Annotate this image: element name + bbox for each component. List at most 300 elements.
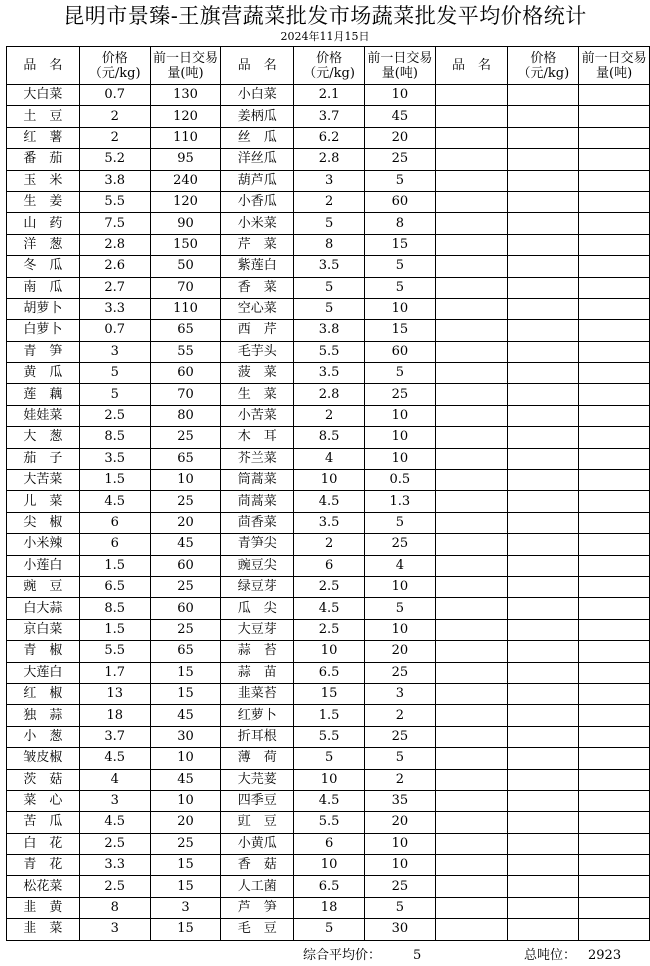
empty-cell-volume bbox=[579, 491, 650, 512]
cell-price: 3 bbox=[79, 341, 150, 362]
cell-volume: 70 bbox=[150, 277, 221, 298]
cell-price: 3 bbox=[294, 170, 365, 191]
cell-volume: 15 bbox=[365, 234, 436, 255]
cell-volume: 55 bbox=[150, 341, 221, 362]
empty-cell-price bbox=[508, 598, 579, 619]
empty-cell-price bbox=[508, 683, 579, 704]
cell-price: 6.2 bbox=[294, 127, 365, 148]
cell-name: 四季豆 bbox=[221, 790, 294, 811]
cell-name: 黄 瓜 bbox=[7, 363, 80, 384]
empty-cell-price bbox=[508, 726, 579, 747]
cell-price: 5.5 bbox=[294, 812, 365, 833]
cell-price: 5 bbox=[294, 748, 365, 769]
cell-price: 2.5 bbox=[79, 833, 150, 854]
cell-volume: 45 bbox=[365, 106, 436, 127]
cell-name: 小白菜 bbox=[221, 85, 294, 106]
table-row bbox=[7, 855, 650, 876]
cell-price: 3.5 bbox=[294, 363, 365, 384]
empty-cell-price bbox=[508, 127, 579, 148]
empty-cell-name bbox=[435, 641, 508, 662]
cell-volume: 1.3 bbox=[365, 491, 436, 512]
cell-name: 生 姜 bbox=[7, 191, 80, 212]
cell-name: 松花菜 bbox=[7, 876, 80, 897]
empty-cell-price bbox=[508, 384, 579, 405]
empty-cell-name bbox=[435, 448, 508, 469]
cell-volume: 5 bbox=[365, 277, 436, 298]
cell-name: 豌豆尖 bbox=[221, 555, 294, 576]
empty-cell-price bbox=[508, 748, 579, 769]
empty-cell-volume bbox=[579, 897, 650, 918]
empty-cell-price bbox=[508, 256, 579, 277]
empty-cell-volume bbox=[579, 555, 650, 576]
cell-price: 5 bbox=[294, 919, 365, 940]
table-row bbox=[7, 619, 650, 640]
empty-cell-price bbox=[508, 833, 579, 854]
cell-price: 2.8 bbox=[294, 384, 365, 405]
cell-volume: 10 bbox=[365, 298, 436, 319]
cell-name: 空心菜 bbox=[221, 298, 294, 319]
cell-name: 折耳根 bbox=[221, 726, 294, 747]
empty-cell-name bbox=[435, 405, 508, 426]
cell-price: 15 bbox=[294, 683, 365, 704]
cell-price: 5 bbox=[294, 213, 365, 234]
cell-volume: 10 bbox=[150, 790, 221, 811]
empty-cell-name bbox=[435, 790, 508, 811]
empty-cell-price bbox=[508, 298, 579, 319]
empty-cell-price bbox=[508, 641, 579, 662]
empty-cell-volume bbox=[579, 662, 650, 683]
empty-cell-price bbox=[508, 341, 579, 362]
cell-volume: 25 bbox=[365, 149, 436, 170]
empty-cell-price bbox=[508, 213, 579, 234]
cell-volume: 25 bbox=[150, 427, 221, 448]
empty-cell-price bbox=[508, 491, 579, 512]
header-price: 价格（元/kg) bbox=[508, 47, 579, 85]
empty-cell-name bbox=[435, 149, 508, 170]
empty-cell-volume bbox=[579, 470, 650, 491]
cell-name: 苦 瓜 bbox=[7, 812, 80, 833]
empty-cell-price bbox=[508, 534, 579, 555]
cell-price: 2 bbox=[79, 127, 150, 148]
cell-volume: 10 bbox=[150, 470, 221, 491]
table-row bbox=[7, 405, 650, 426]
cell-volume: 70 bbox=[150, 384, 221, 405]
cell-volume: 20 bbox=[365, 812, 436, 833]
cell-volume: 45 bbox=[150, 534, 221, 555]
cell-volume: 130 bbox=[150, 85, 221, 106]
cell-name: 皱皮椒 bbox=[7, 748, 80, 769]
cell-name: 独 蒜 bbox=[7, 705, 80, 726]
empty-cell-price bbox=[508, 234, 579, 255]
cell-volume: 25 bbox=[365, 534, 436, 555]
empty-cell-price bbox=[508, 106, 579, 127]
empty-cell-volume bbox=[579, 919, 650, 940]
empty-cell-name bbox=[435, 341, 508, 362]
cell-price: 10 bbox=[294, 641, 365, 662]
cell-volume: 20 bbox=[365, 641, 436, 662]
cell-volume: 5 bbox=[365, 363, 436, 384]
table-row bbox=[7, 641, 650, 662]
table-row bbox=[7, 427, 650, 448]
cell-price: 3.8 bbox=[79, 170, 150, 191]
cell-name: 白萝卜 bbox=[7, 320, 80, 341]
cell-volume: 240 bbox=[150, 170, 221, 191]
empty-cell-volume bbox=[579, 683, 650, 704]
empty-cell-volume bbox=[579, 576, 650, 597]
cell-name: 莲 藕 bbox=[7, 384, 80, 405]
table-row bbox=[7, 127, 650, 148]
cell-name: 小莲白 bbox=[7, 555, 80, 576]
empty-cell-name bbox=[435, 512, 508, 533]
empty-cell-volume bbox=[579, 448, 650, 469]
cell-name: 豌 豆 bbox=[7, 576, 80, 597]
cell-volume: 10 bbox=[365, 619, 436, 640]
empty-cell-volume bbox=[579, 833, 650, 854]
average-price-label: 综合平均价： bbox=[303, 948, 382, 963]
cell-volume: 3 bbox=[150, 897, 221, 918]
cell-name: 土 豆 bbox=[7, 106, 80, 127]
cell-name: 毛芋头 bbox=[221, 341, 294, 362]
cell-volume: 60 bbox=[365, 191, 436, 212]
empty-cell-volume bbox=[579, 769, 650, 790]
cell-name: 木 耳 bbox=[221, 427, 294, 448]
cell-name: 茄 子 bbox=[7, 448, 80, 469]
cell-name: 小香瓜 bbox=[221, 191, 294, 212]
cell-price: 2.5 bbox=[79, 405, 150, 426]
table-row bbox=[7, 341, 650, 362]
cell-price: 4 bbox=[294, 448, 365, 469]
cell-name: 冬 瓜 bbox=[7, 256, 80, 277]
cell-price: 1.5 bbox=[79, 470, 150, 491]
cell-volume: 65 bbox=[150, 448, 221, 469]
cell-name: 小米辣 bbox=[7, 534, 80, 555]
cell-name: 小 葱 bbox=[7, 726, 80, 747]
cell-volume: 15 bbox=[150, 919, 221, 940]
empty-cell-volume bbox=[579, 277, 650, 298]
cell-volume: 10 bbox=[365, 855, 436, 876]
cell-name: 红 椒 bbox=[7, 683, 80, 704]
cell-name: 茼蒿菜 bbox=[221, 491, 294, 512]
table-row bbox=[7, 170, 650, 191]
empty-cell-price bbox=[508, 85, 579, 106]
cell-name: 山 药 bbox=[7, 213, 80, 234]
cell-volume: 60 bbox=[150, 598, 221, 619]
cell-volume: 20 bbox=[150, 512, 221, 533]
table-row bbox=[7, 683, 650, 704]
empty-cell-volume bbox=[579, 106, 650, 127]
empty-cell-volume bbox=[579, 427, 650, 448]
cell-volume: 10 bbox=[365, 833, 436, 854]
table-row bbox=[7, 491, 650, 512]
cell-volume: 150 bbox=[150, 234, 221, 255]
cell-price: 4.5 bbox=[294, 598, 365, 619]
empty-cell-volume bbox=[579, 641, 650, 662]
empty-cell-name bbox=[435, 534, 508, 555]
cell-price: 0.7 bbox=[79, 320, 150, 341]
table-row bbox=[7, 555, 650, 576]
empty-cell-name bbox=[435, 427, 508, 448]
cell-name: 紫莲白 bbox=[221, 256, 294, 277]
cell-name: 薄 荷 bbox=[221, 748, 294, 769]
cell-name: 大莲白 bbox=[7, 662, 80, 683]
table-row bbox=[7, 298, 650, 319]
header-name: 品 名 bbox=[221, 47, 294, 85]
cell-price: 4.5 bbox=[79, 491, 150, 512]
cell-name: 人工菌 bbox=[221, 876, 294, 897]
cell-volume: 5 bbox=[365, 748, 436, 769]
cell-volume: 15 bbox=[365, 320, 436, 341]
cell-price: 3.3 bbox=[79, 298, 150, 319]
cell-volume: 10 bbox=[365, 405, 436, 426]
cell-volume: 15 bbox=[150, 683, 221, 704]
empty-cell-name bbox=[435, 213, 508, 234]
table-row bbox=[7, 897, 650, 918]
cell-name: 芥兰菜 bbox=[221, 448, 294, 469]
cell-price: 6 bbox=[79, 512, 150, 533]
empty-cell-name bbox=[435, 470, 508, 491]
cell-volume: 25 bbox=[365, 662, 436, 683]
cell-volume: 2 bbox=[365, 705, 436, 726]
empty-cell-name bbox=[435, 919, 508, 940]
cell-price: 18 bbox=[79, 705, 150, 726]
empty-cell-price bbox=[508, 919, 579, 940]
empty-cell-price bbox=[508, 448, 579, 469]
cell-volume: 5 bbox=[365, 598, 436, 619]
table-row bbox=[7, 876, 650, 897]
table-row bbox=[7, 277, 650, 298]
cell-volume: 65 bbox=[150, 320, 221, 341]
cell-price: 8 bbox=[79, 897, 150, 918]
cell-volume: 10 bbox=[150, 748, 221, 769]
empty-cell-price bbox=[508, 705, 579, 726]
cell-volume: 120 bbox=[150, 191, 221, 212]
cell-price: 4.5 bbox=[79, 812, 150, 833]
price-table bbox=[6, 46, 650, 941]
table-row bbox=[7, 919, 650, 940]
cell-price: 1.5 bbox=[79, 619, 150, 640]
table-row bbox=[7, 85, 650, 106]
empty-cell-price bbox=[508, 470, 579, 491]
cell-price: 6 bbox=[294, 833, 365, 854]
cell-name: 胡萝卜 bbox=[7, 298, 80, 319]
empty-cell-volume bbox=[579, 149, 650, 170]
empty-cell-name bbox=[435, 748, 508, 769]
cell-price: 3.7 bbox=[79, 726, 150, 747]
cell-price: 3.8 bbox=[294, 320, 365, 341]
total-tonnage-value: 2923 bbox=[588, 948, 622, 963]
empty-cell-volume bbox=[579, 812, 650, 833]
cell-price: 2.8 bbox=[294, 149, 365, 170]
cell-price: 3.5 bbox=[294, 512, 365, 533]
cell-price: 2.5 bbox=[294, 576, 365, 597]
empty-cell-name bbox=[435, 662, 508, 683]
empty-cell-volume bbox=[579, 384, 650, 405]
cell-price: 5.5 bbox=[294, 726, 365, 747]
empty-cell-price bbox=[508, 790, 579, 811]
empty-cell-volume bbox=[579, 619, 650, 640]
empty-cell-name bbox=[435, 576, 508, 597]
cell-name: 番 茄 bbox=[7, 149, 80, 170]
empty-cell-price bbox=[508, 149, 579, 170]
cell-price: 4.5 bbox=[294, 491, 365, 512]
cell-price: 10 bbox=[294, 855, 365, 876]
empty-cell-volume bbox=[579, 191, 650, 212]
cell-volume: 35 bbox=[365, 790, 436, 811]
cell-volume: 25 bbox=[365, 726, 436, 747]
cell-price: 8 bbox=[294, 234, 365, 255]
empty-cell-name bbox=[435, 598, 508, 619]
empty-cell-volume bbox=[579, 876, 650, 897]
table-row bbox=[7, 363, 650, 384]
cell-name: 茨 菇 bbox=[7, 769, 80, 790]
cell-volume: 60 bbox=[150, 363, 221, 384]
table-row bbox=[7, 256, 650, 277]
cell-name: 姜柄瓜 bbox=[221, 106, 294, 127]
cell-price: 2.1 bbox=[294, 85, 365, 106]
cell-name: 青 花 bbox=[7, 855, 80, 876]
report-date: 2024年11月15日 bbox=[280, 30, 370, 43]
empty-cell-volume bbox=[579, 598, 650, 619]
cell-price: 3.5 bbox=[79, 448, 150, 469]
cell-price: 6 bbox=[294, 555, 365, 576]
header-volume: 前一日交易量(吨) bbox=[579, 47, 650, 85]
cell-volume: 110 bbox=[150, 298, 221, 319]
page-title: 昆明市景臻-王旗营蔬菜批发市场蔬菜批发平均价格统计 bbox=[63, 4, 587, 28]
cell-volume: 15 bbox=[150, 876, 221, 897]
table-body bbox=[7, 85, 650, 941]
cell-price: 2.8 bbox=[79, 234, 150, 255]
cell-price: 1.7 bbox=[79, 662, 150, 683]
cell-name: 韭 黄 bbox=[7, 897, 80, 918]
empty-cell-volume bbox=[579, 534, 650, 555]
empty-cell-volume bbox=[579, 855, 650, 876]
header-volume: 前一日交易量(吨) bbox=[150, 47, 221, 85]
cell-volume: 60 bbox=[365, 341, 436, 362]
cell-name: 洋 葱 bbox=[7, 234, 80, 255]
cell-volume: 65 bbox=[150, 641, 221, 662]
cell-name: 尖 椒 bbox=[7, 512, 80, 533]
table-row bbox=[7, 534, 650, 555]
empty-cell-price bbox=[508, 277, 579, 298]
empty-cell-volume bbox=[579, 512, 650, 533]
cell-name: 韭菜苔 bbox=[221, 683, 294, 704]
cell-name: 筒蒿菜 bbox=[221, 470, 294, 491]
cell-name: 豇 豆 bbox=[221, 812, 294, 833]
cell-volume: 25 bbox=[150, 619, 221, 640]
cell-volume: 80 bbox=[150, 405, 221, 426]
cell-volume: 20 bbox=[365, 127, 436, 148]
table-row bbox=[7, 512, 650, 533]
empty-cell-price bbox=[508, 876, 579, 897]
table-row bbox=[7, 320, 650, 341]
empty-cell-price bbox=[508, 427, 579, 448]
cell-volume: 15 bbox=[150, 662, 221, 683]
cell-volume: 10 bbox=[365, 448, 436, 469]
cell-price: 1.5 bbox=[79, 555, 150, 576]
cell-name: 青 椒 bbox=[7, 641, 80, 662]
cell-name: 青 笋 bbox=[7, 341, 80, 362]
empty-cell-price bbox=[508, 363, 579, 384]
cell-volume: 3 bbox=[365, 683, 436, 704]
empty-cell-name bbox=[435, 491, 508, 512]
cell-price: 1.5 bbox=[294, 705, 365, 726]
cell-price: 0.7 bbox=[79, 85, 150, 106]
empty-cell-volume bbox=[579, 320, 650, 341]
empty-cell-volume bbox=[579, 790, 650, 811]
cell-name: 葫芦瓜 bbox=[221, 170, 294, 191]
empty-cell-name bbox=[435, 705, 508, 726]
cell-name: 白 花 bbox=[7, 833, 80, 854]
empty-cell-price bbox=[508, 855, 579, 876]
table-row bbox=[7, 833, 650, 854]
empty-cell-volume bbox=[579, 234, 650, 255]
empty-cell-price bbox=[508, 619, 579, 640]
cell-name: 芦 笋 bbox=[221, 897, 294, 918]
empty-cell-volume bbox=[579, 170, 650, 191]
empty-cell-name bbox=[435, 876, 508, 897]
cell-price: 10 bbox=[294, 769, 365, 790]
table-row bbox=[7, 576, 650, 597]
empty-cell-name bbox=[435, 85, 508, 106]
cell-price: 6.5 bbox=[294, 662, 365, 683]
cell-price: 6.5 bbox=[79, 576, 150, 597]
empty-cell-name bbox=[435, 619, 508, 640]
cell-name: 大 葱 bbox=[7, 427, 80, 448]
cell-volume: 25 bbox=[150, 833, 221, 854]
cell-name: 青笋尖 bbox=[221, 534, 294, 555]
empty-cell-volume bbox=[579, 85, 650, 106]
cell-name: 大苦菜 bbox=[7, 470, 80, 491]
cell-name: 红萝卜 bbox=[221, 705, 294, 726]
cell-volume: 60 bbox=[150, 555, 221, 576]
cell-name: 洋丝瓜 bbox=[221, 149, 294, 170]
cell-price: 5.2 bbox=[79, 149, 150, 170]
cell-name: 小黄瓜 bbox=[221, 833, 294, 854]
empty-cell-name bbox=[435, 855, 508, 876]
cell-name: 红 薯 bbox=[7, 127, 80, 148]
cell-name: 瓜 尖 bbox=[221, 598, 294, 619]
cell-volume: 0.5 bbox=[365, 470, 436, 491]
empty-cell-name bbox=[435, 363, 508, 384]
cell-volume: 10 bbox=[365, 85, 436, 106]
empty-cell-price bbox=[508, 662, 579, 683]
cell-price: 5 bbox=[294, 298, 365, 319]
cell-price: 8.5 bbox=[294, 427, 365, 448]
cell-price: 4 bbox=[79, 769, 150, 790]
empty-cell-price bbox=[508, 555, 579, 576]
empty-cell-volume bbox=[579, 405, 650, 426]
empty-cell-name bbox=[435, 170, 508, 191]
empty-cell-name bbox=[435, 769, 508, 790]
cell-price: 3.3 bbox=[79, 855, 150, 876]
cell-name: 蒜 苗 bbox=[221, 662, 294, 683]
header-volume: 前一日交易量(吨) bbox=[365, 47, 436, 85]
cell-price: 5 bbox=[294, 277, 365, 298]
header-name: 品 名 bbox=[435, 47, 508, 85]
empty-cell-name bbox=[435, 897, 508, 918]
cell-name: 韭 菜 bbox=[7, 919, 80, 940]
cell-price: 2 bbox=[294, 405, 365, 426]
empty-cell-name bbox=[435, 127, 508, 148]
cell-volume: 30 bbox=[150, 726, 221, 747]
cell-volume: 8 bbox=[365, 213, 436, 234]
table-row bbox=[7, 705, 650, 726]
empty-cell-price bbox=[508, 170, 579, 191]
empty-cell-price bbox=[508, 512, 579, 533]
cell-name: 绿豆芽 bbox=[221, 576, 294, 597]
empty-cell-volume bbox=[579, 363, 650, 384]
empty-cell-name bbox=[435, 191, 508, 212]
